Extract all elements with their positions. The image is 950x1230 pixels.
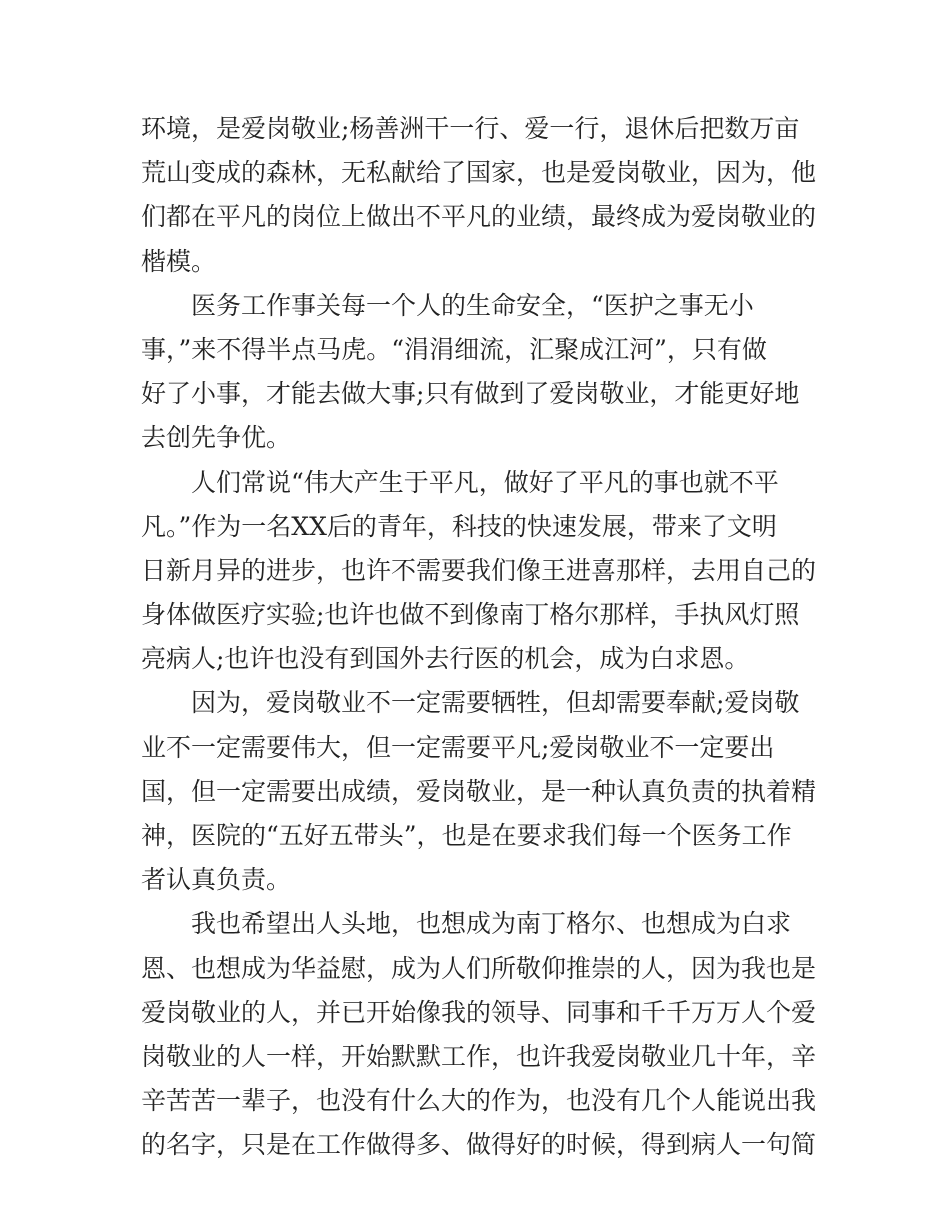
paragraph-start-line: 人们常说“伟大产生于平凡，做好了平凡的事也就不平 <box>191 467 779 497</box>
text-line: 者认真负责。 <box>141 865 292 895</box>
text-line: 事，”来不得半点马虎。“涓涓细流，汇聚成江河”，只有做 <box>141 334 767 364</box>
text-line: 的名字，只是在工作做得多、做得好的时候，得到病人一句简 <box>141 1130 817 1160</box>
text-line: 荒山变成的森林，无私献给了国家，也是爱岗敬业，因为，他 <box>141 158 817 188</box>
paragraph-start-line: 医务工作事关每一个人的生命安全，“医护之事无小 <box>191 290 754 320</box>
paragraph-start-line: 因为，爱岗敬业不一定需要牺牲，但却需要奉献;爱岗敬 <box>191 688 800 718</box>
text-line: 日新月异的进步，也许不需要我们像王进喜那样，去用自己的 <box>141 555 817 585</box>
text-line: 身体做医疗实验;也许也做不到像南丁格尔那样，手执风灯照 <box>141 600 800 630</box>
text-line: 楷模。 <box>141 246 217 276</box>
text-line: 爱岗敬业的人，并已开始像我的领导、同事和千千万万人个爱 <box>141 997 817 1027</box>
text-line: 业不一定需要伟大，但一定需要平凡;爱岗敬业不一定要出 <box>141 732 775 762</box>
text-line: 岗敬业的人一样，开始默默工作，也许我爱岗敬业几十年，辛 <box>141 1041 817 1071</box>
text-line: 们都在平凡的岗位上做出不平凡的业绩，最终成为爱岗敬业的 <box>141 202 817 232</box>
text-line: 神，医院的“五好五带头”，也是在要求我们每一个医务工作 <box>141 821 792 850</box>
text-line: 环境，是爱岗敬业;杨善洲干一行、爱一行，退休后把数万亩 <box>141 114 800 143</box>
text-line: 去创先争优。 <box>141 423 292 453</box>
text-line: 辛苦苦一辈子，也没有什么大的作为，也没有几个人能说出我 <box>141 1086 817 1116</box>
text-line: 凡。”作为一名XX后的青年，科技的快速发展，带来了文明 <box>141 511 777 541</box>
text-line: 亮病人;也许也没有到国外去行医的机会，成为白求恩。 <box>141 644 750 674</box>
text-line: 好了小事，才能去做大事;只有做到了爱岗敬业，才能更好地 <box>141 379 800 409</box>
text-line: 国，但一定需要出成绩，爱岗敬业，是一种认真负责的执着精 <box>141 776 817 806</box>
body-text <box>141 107 821 1168</box>
paragraph-start-line: 我也希望出人头地，也想成为南丁格尔、也想成为白求 <box>191 909 792 939</box>
text-line: 恩、也想成为华益慰，成为人们所敬仰推崇的人，因为我也是 <box>141 953 817 983</box>
